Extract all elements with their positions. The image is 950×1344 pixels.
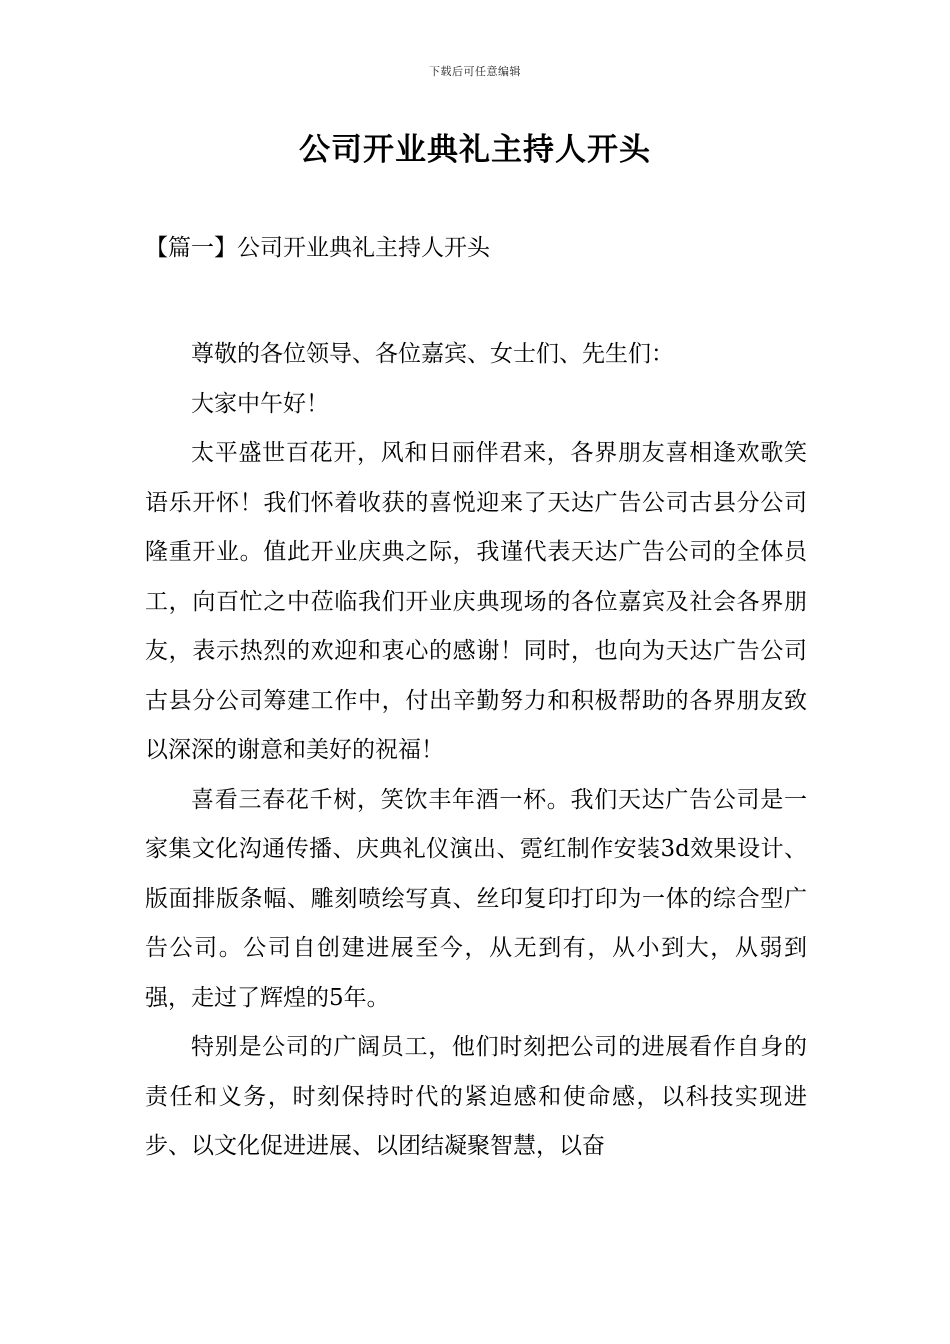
paragraph-company-intro: 喜看三春花千树，笑饮丰年酒一杯。我们天达广告公司是一家集文化沟通传播、庆典礼仪演出、霓红制作安装3d效果设计、版面排版条幅、雕刻喷绘写真、丝印复印打印为一体的综合型广告公司。公司自创建进展至今，从无到有，从小到大，从弱到强，走过了辉煌的5年。 (145, 786, 807, 1011)
paragraph-salutation: 大家中午好！ (191, 390, 329, 417)
section-heading: 【篇一】公司开业典礼主持人开头 (145, 235, 490, 261)
document-title: 公司开业典礼主持人开头 (299, 132, 651, 168)
document-body (145, 330, 807, 1172)
header-note: 下载后可任意编辑 (429, 65, 521, 78)
paragraph-staff: 特别是公司的广阔员工，他们时刻把公司的进展看作自身的责任和义务，时刻保持时代的紧迫感和使命感，以科技实现进步、以文化促进进展、以团结凝聚智慧，以奋 (145, 1034, 807, 1159)
paragraph-greeting: 尊敬的各位领导、各位嘉宾、女士们、先生们： (191, 341, 674, 367)
paragraph-welcome: 太平盛世百花开，风和日丽伴君来，各界朋友喜相逢欢歌笑语乐开怀！我们怀着收获的喜悦迎来了天达广告公司古县分公司隆重开业。值此开业庆典之际，我谨代表天达广告公司的全体员工，向百忙之中莅临我们开业庆典现场的各位嘉宾及社会各界朋友，表示热烈的欢迎和衷心的感谢！同时，也向为天达广告公司古县分公司筹建工作中，付出辛勤努力和积极帮助的各界朋友致以深深的谢意和美好的祝福！ (145, 440, 807, 763)
